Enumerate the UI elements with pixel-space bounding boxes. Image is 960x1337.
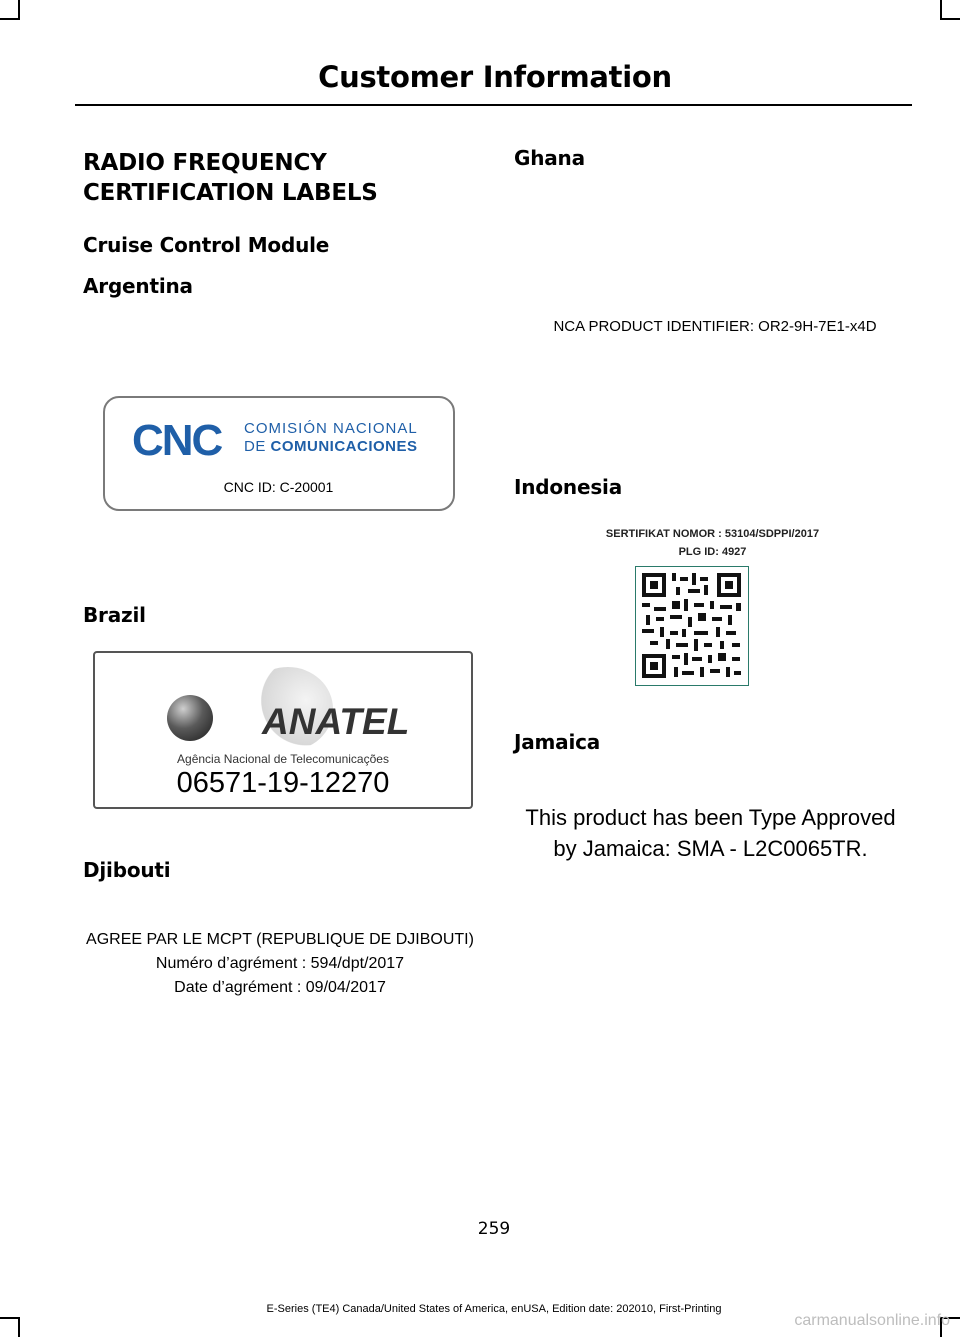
anatel-agency-name: Agência Nacional de Telecomunicações [177,752,389,766]
cnc-agency-line2-main: COMUNICACIONES [270,438,418,455]
section-heading [83,148,378,208]
qr-code-graphic [636,567,747,684]
jamaica-line1: This product has been Type Approved [525,805,896,830]
country-heading-brazil: Brazil [83,603,146,627]
ghana-identifier: NCA PRODUCT IDENTIFIER: OR2-9H-7E1-x4D [553,318,877,335]
country-heading-jamaica: Jamaica [514,730,601,754]
indonesia-label [570,525,855,561]
jamaica-line2: by Jamaica: SMA - L2C0065TR. [553,836,868,861]
country-heading-ghana: Ghana [514,146,585,170]
page-number: 259 [477,1219,511,1239]
cnc-agency-line2-prefix: DE [244,438,266,455]
section-heading-line1: RADIO FREQUENCY [83,150,327,176]
country-heading-indonesia: Indonesia [514,475,622,499]
anatel-logo-text: ANATEL [262,701,410,742]
module-subheading: Cruise Control Module [83,233,330,257]
crop-mark-bottom-left-h [0,1317,20,1319]
anatel-certification-label [93,651,473,809]
edition-info: E-Series (TE4) Canada/United States of America, enUSA, Edition date: 202010, First-Printing [266,1303,722,1315]
crop-mark-bottom-left-v [18,1317,20,1337]
qr-code-icon [635,566,749,686]
country-heading-djibouti: Djibouti [83,858,171,882]
djibouti-line1: AGREE PAR LE MCPT (REPUBLIQUE DE DJIBOUTI) [86,931,474,948]
jamaica-label [508,802,913,864]
watermark: carmanualsonline.info [794,1312,950,1329]
country-heading-argentina: Argentina [83,274,193,298]
cnc-logo: CNC [132,416,222,465]
cnc-agency-line2 [244,438,418,455]
cnc-id: CNC ID: C-20001 [223,479,334,495]
anatel-code: 06571-19-12270 [176,767,390,799]
header-divider [75,104,912,106]
page-title: Customer Information [318,60,672,94]
indonesia-line1: SERTIFIKAT NOMOR : 53104/SDPPI/2017 [605,528,820,540]
djibouti-label [80,928,480,1000]
anatel-globe-icon [167,695,213,741]
djibouti-line3: Date d’agrément : 09/04/2017 [174,979,386,996]
cnc-agency-line1: COMISIÓN NACIONAL [244,420,418,437]
cnc-certification-label [103,396,455,511]
crop-mark-top-left-h [0,18,20,20]
djibouti-line2: Numéro d’agrément : 594/dpt/2017 [155,955,405,972]
section-heading-line2: CERTIFICATION LABELS [83,180,378,206]
indonesia-line2: PLG ID: 4927 [678,546,747,558]
crop-mark-top-left-v [18,0,20,20]
crop-mark-top-right-v [940,0,942,20]
crop-mark-top-right-h [940,18,960,20]
